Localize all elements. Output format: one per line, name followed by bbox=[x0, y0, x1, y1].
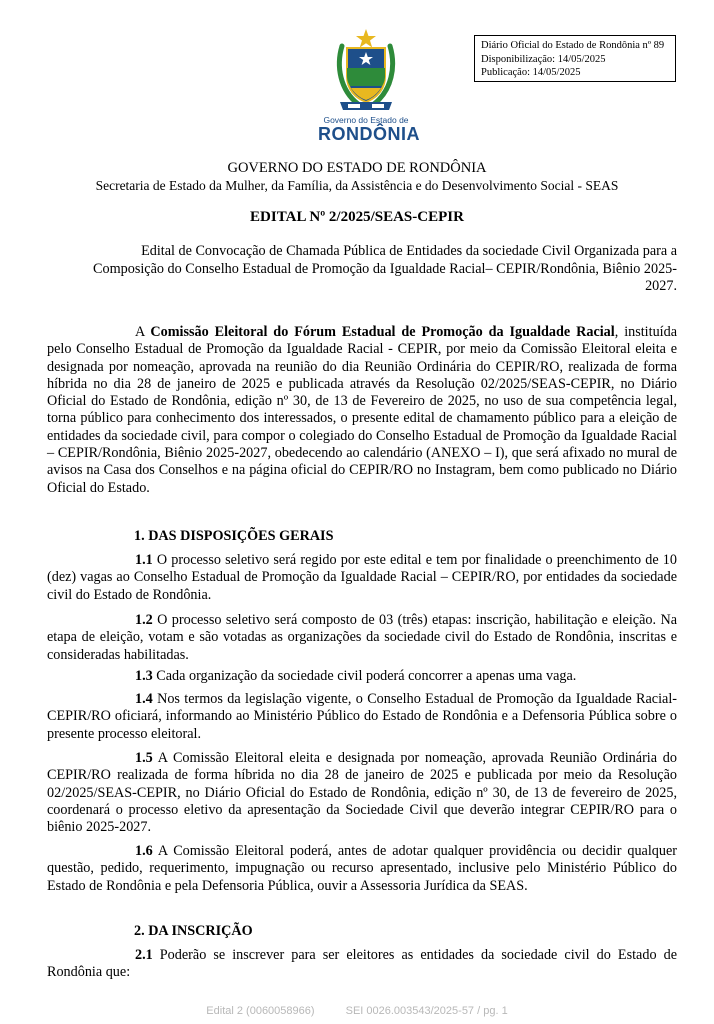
clause-text: Poderão se inscrever para ser eleitores as entidades da sociedade civil do Estado de Rondônia que: bbox=[47, 947, 677, 981]
footer-document-ref: Edital 2 (0060058966) bbox=[206, 1005, 315, 1017]
clause-text: A Comissão Eleitoral poderá, antes de adotar qualquer providência ou decidir qualquer questão, pedido, requerimento, impugnação ou recurso apresentado, inclusive pelo Ministério Público do Estado de Rondônia e pela Defensoria Pública, ouvir a Assessoria Jurídica da SEAS. bbox=[47, 843, 677, 894]
clause-number: 1.2 bbox=[135, 612, 153, 628]
government-logo bbox=[318, 28, 420, 146]
clause-number: 1.6 bbox=[135, 843, 153, 859]
clause-number: 1.5 bbox=[135, 750, 153, 766]
intro-paragraph bbox=[47, 324, 677, 497]
publication-line-3: Publicação: 14/05/2025 bbox=[481, 67, 581, 78]
clause-1-6 bbox=[47, 843, 677, 895]
clause-1-1 bbox=[47, 552, 677, 604]
clause-text: Nos termos da legislação vigente, o Conselho Estadual de Promoção da Igualdade Racial-CEPIR/RO oficiará, informando ao Ministério Público do Estado de Rondônia e a Defensoria Pública sobre o presente processo eleitoral. bbox=[47, 691, 677, 742]
edital-title: EDITAL Nº 2/2025/SEAS-CEPIR bbox=[250, 209, 464, 225]
government-heading: GOVERNO DO ESTADO DE RONDÔNIA bbox=[227, 160, 487, 176]
section-2-title: 2. DA INSCRIÇÃO bbox=[134, 923, 253, 939]
publication-line-2: Disponibilização: 14/05/2025 bbox=[481, 53, 606, 65]
page-footer bbox=[0, 1005, 714, 1017]
clause-2-1 bbox=[47, 947, 677, 982]
clause-text: O processo seletivo será composto de 03 (três) etapas: inscrição, habilitação e eleição. Na etapa de eleição, votam e são votadas as organizações da sociedade civil do Estado de Rondônia, inscritas e consideradas habilitadas. bbox=[47, 612, 677, 663]
clause-1-2 bbox=[47, 612, 677, 664]
coat-of-arms-icon bbox=[334, 28, 398, 114]
intro-lead: A bbox=[135, 324, 151, 340]
edital-summary: Edital de Convocação de Chamada Pública de Entidades da sociedade Civil Organizada para a Composição do Conselho Estadual de Promoção da Igualdade Racial– CEPIR/Rondônia, Biênio 2025-2027. bbox=[93, 243, 677, 294]
footer-sei-ref: SEI 0026.003543/2025-57 / pg. 1 bbox=[345, 1005, 508, 1017]
clause-1-3 bbox=[47, 668, 677, 685]
clause-1-4 bbox=[47, 691, 677, 743]
clause-text: A Comissão Eleitoral eleita e designada por nomeação, aprovada Reunião Ordinária do CEPIR/RO realizada de forma híbrida no dia 28 de janeiro de 2025 e publicada por meio da Resolução 02/2025/SEAS-CEPIR, no Diário Oficial do Estado de Rondônia, edição nº 30, de 13 de fevereiro de 2025, coordenará o processo eletivo da apresentação da Sociedade Civil que deverão integrar CEPIR/RO para o biênio 2025-2027. bbox=[47, 750, 677, 836]
intro-rest: , instituída pelo Conselho Estadual de Promoção da Igualdade Racial - CEPIR, por meio da Comissão Eleitoral eleita e designada por nomeação, aprovada na reunião do dia Reunião Ordinária do CEPIR/RO, realizada de forma híbrida no dia 28 de janeiro de 2025 e publicada através da Resolução 02/2025/SEAS-CEPIR, no Diário Oficial do Estado de Rondônia, edição nº 30, de 13 de Fevereiro de 2025, no uso de sua competência legal, torna público para conhecimento dos interessados, o presente edital de chamamento público para a eleição de entidades da sociedade civil, para compor o colegiado do Conselho Estadual de Promoção da Igualdade Racial – CEPIR/Rondônia, Biênio 2025-2027, obedecendo ao calendário (ANEXO – I), que será afixado no mural de avisos na Casa dos Conselhos e na página oficial do CEPIR/RO no Instagram, bem como publicado no Diário Oficial do Estado. bbox=[47, 324, 677, 496]
logo-caption: Governo do Estado de bbox=[323, 115, 409, 125]
clause-1-5 bbox=[47, 750, 677, 836]
publication-info-box bbox=[474, 35, 676, 82]
clause-text: O processo seletivo será regido por este edital e tem por finalidade o preenchimento de 10 (dez) vagas ao Conselho Estadual de Promoção da Igualdade Racial – CEPIR/RO, por entidades da sociedade civil do Estado de Rondônia. bbox=[47, 552, 677, 603]
clause-number: 2.1 bbox=[135, 947, 153, 963]
logo-state-name: RONDÔNIA bbox=[318, 124, 420, 144]
section-1-title: 1. DAS DISPOSIÇÕES GERAIS bbox=[134, 528, 334, 544]
clause-number: 1.4 bbox=[135, 691, 153, 707]
secretariat-heading: Secretaria de Estado da Mulher, da Família, da Assistência e do Desenvolvimento Social - SEAS bbox=[95, 178, 619, 193]
publication-line-1: Diário Oficial do Estado de Rondônia nº 89 bbox=[481, 40, 665, 51]
clause-number: 1.3 bbox=[135, 668, 153, 684]
intro-bold-commission: Comissão Eleitoral do Fórum Estadual de Promoção da Igualdade Racial bbox=[150, 324, 615, 340]
clause-text: Cada organização da sociedade civil poderá concorrer a apenas uma vaga. bbox=[152, 668, 577, 684]
clause-number: 1.1 bbox=[135, 552, 153, 568]
